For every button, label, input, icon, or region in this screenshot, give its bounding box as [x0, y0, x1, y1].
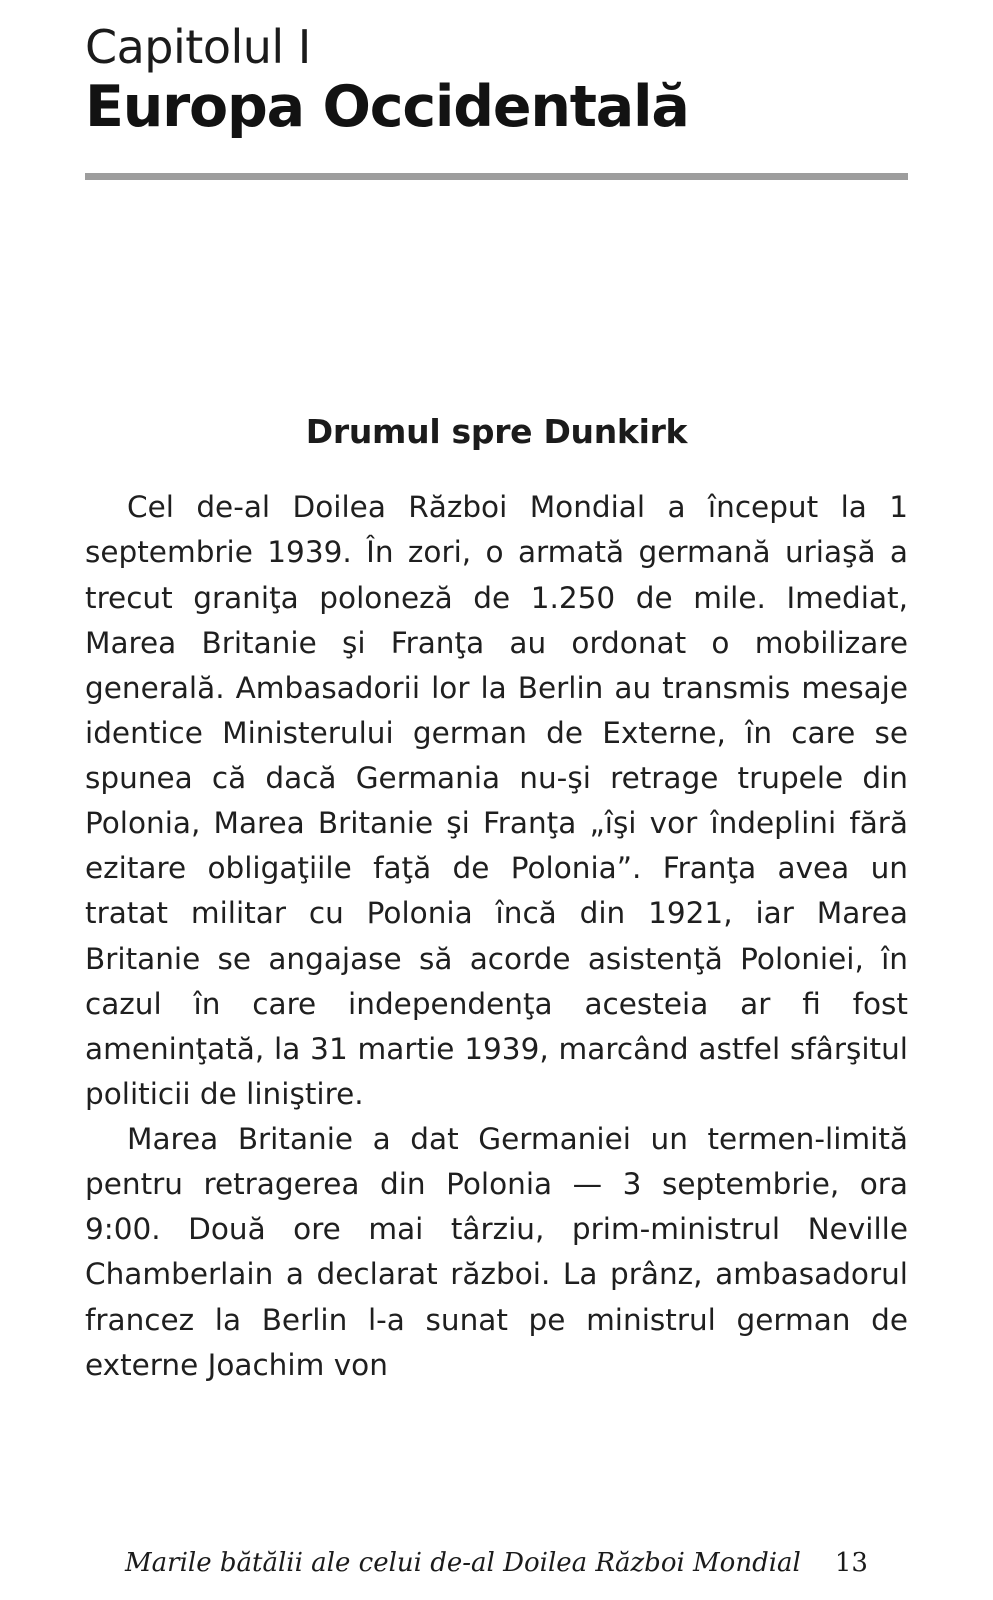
page-number: 13 [834, 1548, 868, 1578]
divider-rule [85, 173, 908, 180]
section-title: Drumul spre Dunkirk [305, 412, 688, 452]
chapter-heading [85, 0, 908, 139]
paragraph: Cel de-al Doilea Război Mondial a început la 1 septembrie 1939. În zori, o armată germană uriaşă a trecut graniţa poloneză de 1.250 de mile. Imediat, Marea Britanie şi Franţa au ordonat o mobilizare generală. Ambasadorii lor la Berlin au transmis mesaje identice Ministerului german de Externe, în care se spunea că dacă Germania nu-şi retrage trupele din Polonia, Marea Britanie şi Franţa „îşi vor îndeplini fără ezitare obligaţiile faţă de Polonia”. Franţa avea un tratat militar cu Polonia încă din 1921, iar Marea Britanie se angajase să acorde asistenţă Poloniei, în cazul în care independenţa acesteia ar fi fost ameninţată, la 31 martie 1939, marcând astfel sfârşitul politicii de liniştire. [85, 490, 908, 1111]
chapter-title: Europa Occidentală [85, 73, 689, 140]
page-footer [85, 1548, 908, 1578]
footer-book-title: Marile bătălii ale celui de-al Doilea Război Mondial [125, 1548, 801, 1578]
chapter-label: Capitolul I [85, 20, 311, 74]
paragraph: Marea Britanie a dat Germaniei un termen-limită pentru retragerea din Polonia — 3 septembrie, ora 9:00. Două ore mai târziu, prim-ministrul Neville Chamberlain a declarat război. La prânz, ambasadorul francez la Berlin l-a sunat pe ministrul german de externe Joachim von [85, 1122, 908, 1382]
body-text [85, 485, 908, 1388]
